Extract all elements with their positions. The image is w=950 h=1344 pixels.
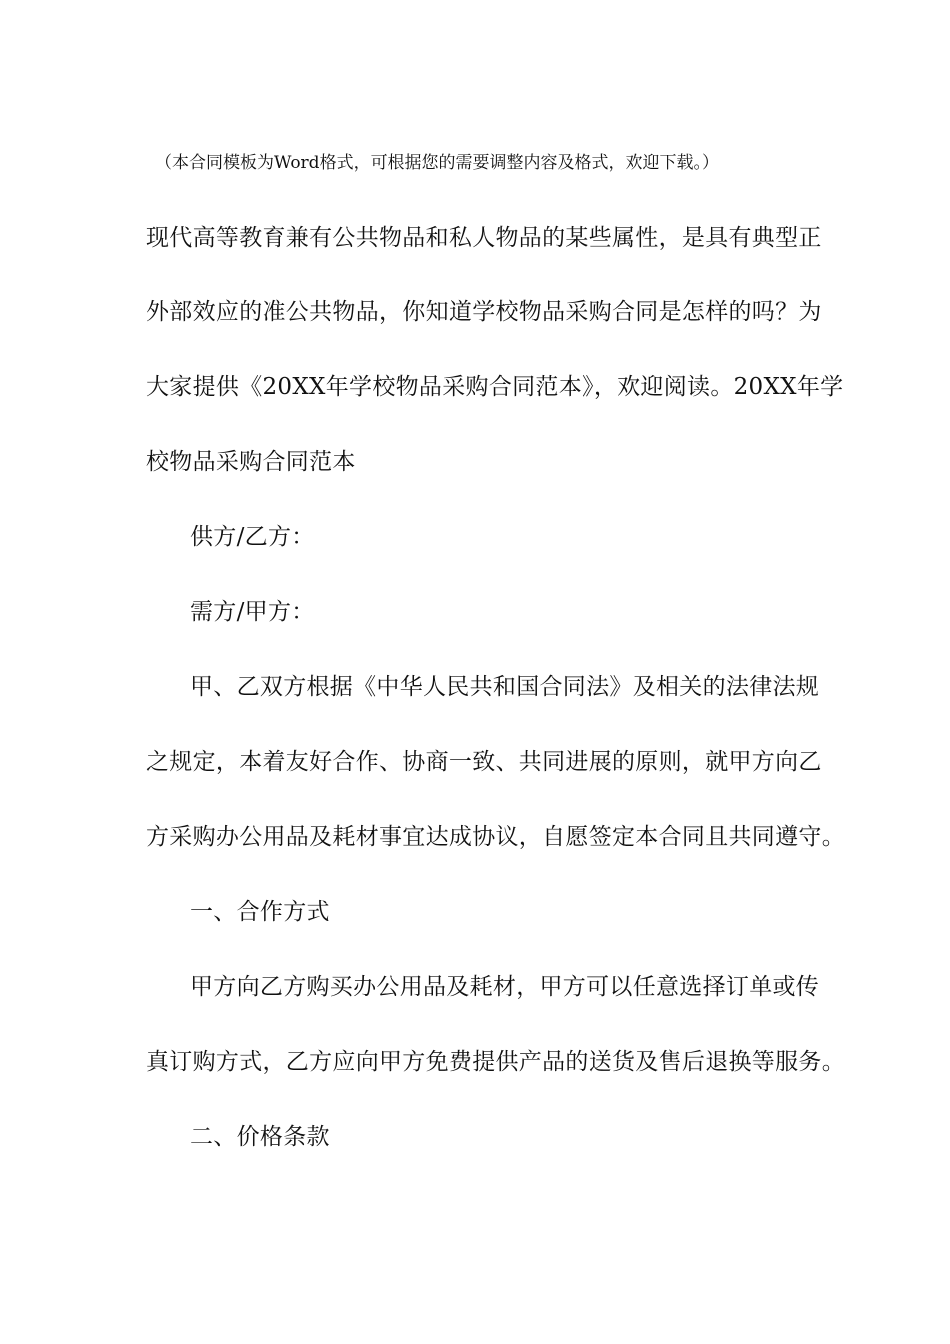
intro-line-4: 校物品采购合同范本 (146, 449, 356, 475)
cooperation-line-1: 甲方向乙方购买办公用品及耗材，甲方可以任意选择订单或传 (190, 974, 820, 1000)
supplier-label: 供方/乙方： (190, 524, 315, 550)
intro-line-3: 大家提供《20XX年学校物品采购合同范本》，欢迎阅读。20XX年学 (146, 374, 844, 400)
template-note: （本合同模板为Word格式，可根据您的需要调整内容及格式，欢迎下载。） (155, 153, 720, 173)
section-heading-price: 二、价格条款 (190, 1124, 330, 1150)
buyer-label: 需方/甲方： (190, 599, 315, 625)
preamble-line-1: 甲、乙双方根据《中华人民共和国合同法》及相关的法律法规 (190, 674, 820, 700)
section-heading-cooperation: 一、合作方式 (190, 899, 330, 925)
intro-line-1: 现代高等教育兼有公共物品和私人物品的某些属性，是具有典型正 (146, 225, 822, 251)
intro-line-2: 外部效应的准公共物品，你知道学校物品采购合同是怎样的吗？为 (146, 299, 822, 325)
preamble-line-2: 之规定，本着友好合作、协商一致、共同进展的原则，就甲方向乙 (146, 749, 822, 775)
preamble-line-3: 方采购办公用品及耗材事宜达成协议，自愿签定本合同且共同遵守。 (146, 824, 845, 850)
cooperation-line-2: 真订购方式，乙方应向甲方免费提供产品的送货及售后退换等服务。 (146, 1049, 845, 1075)
